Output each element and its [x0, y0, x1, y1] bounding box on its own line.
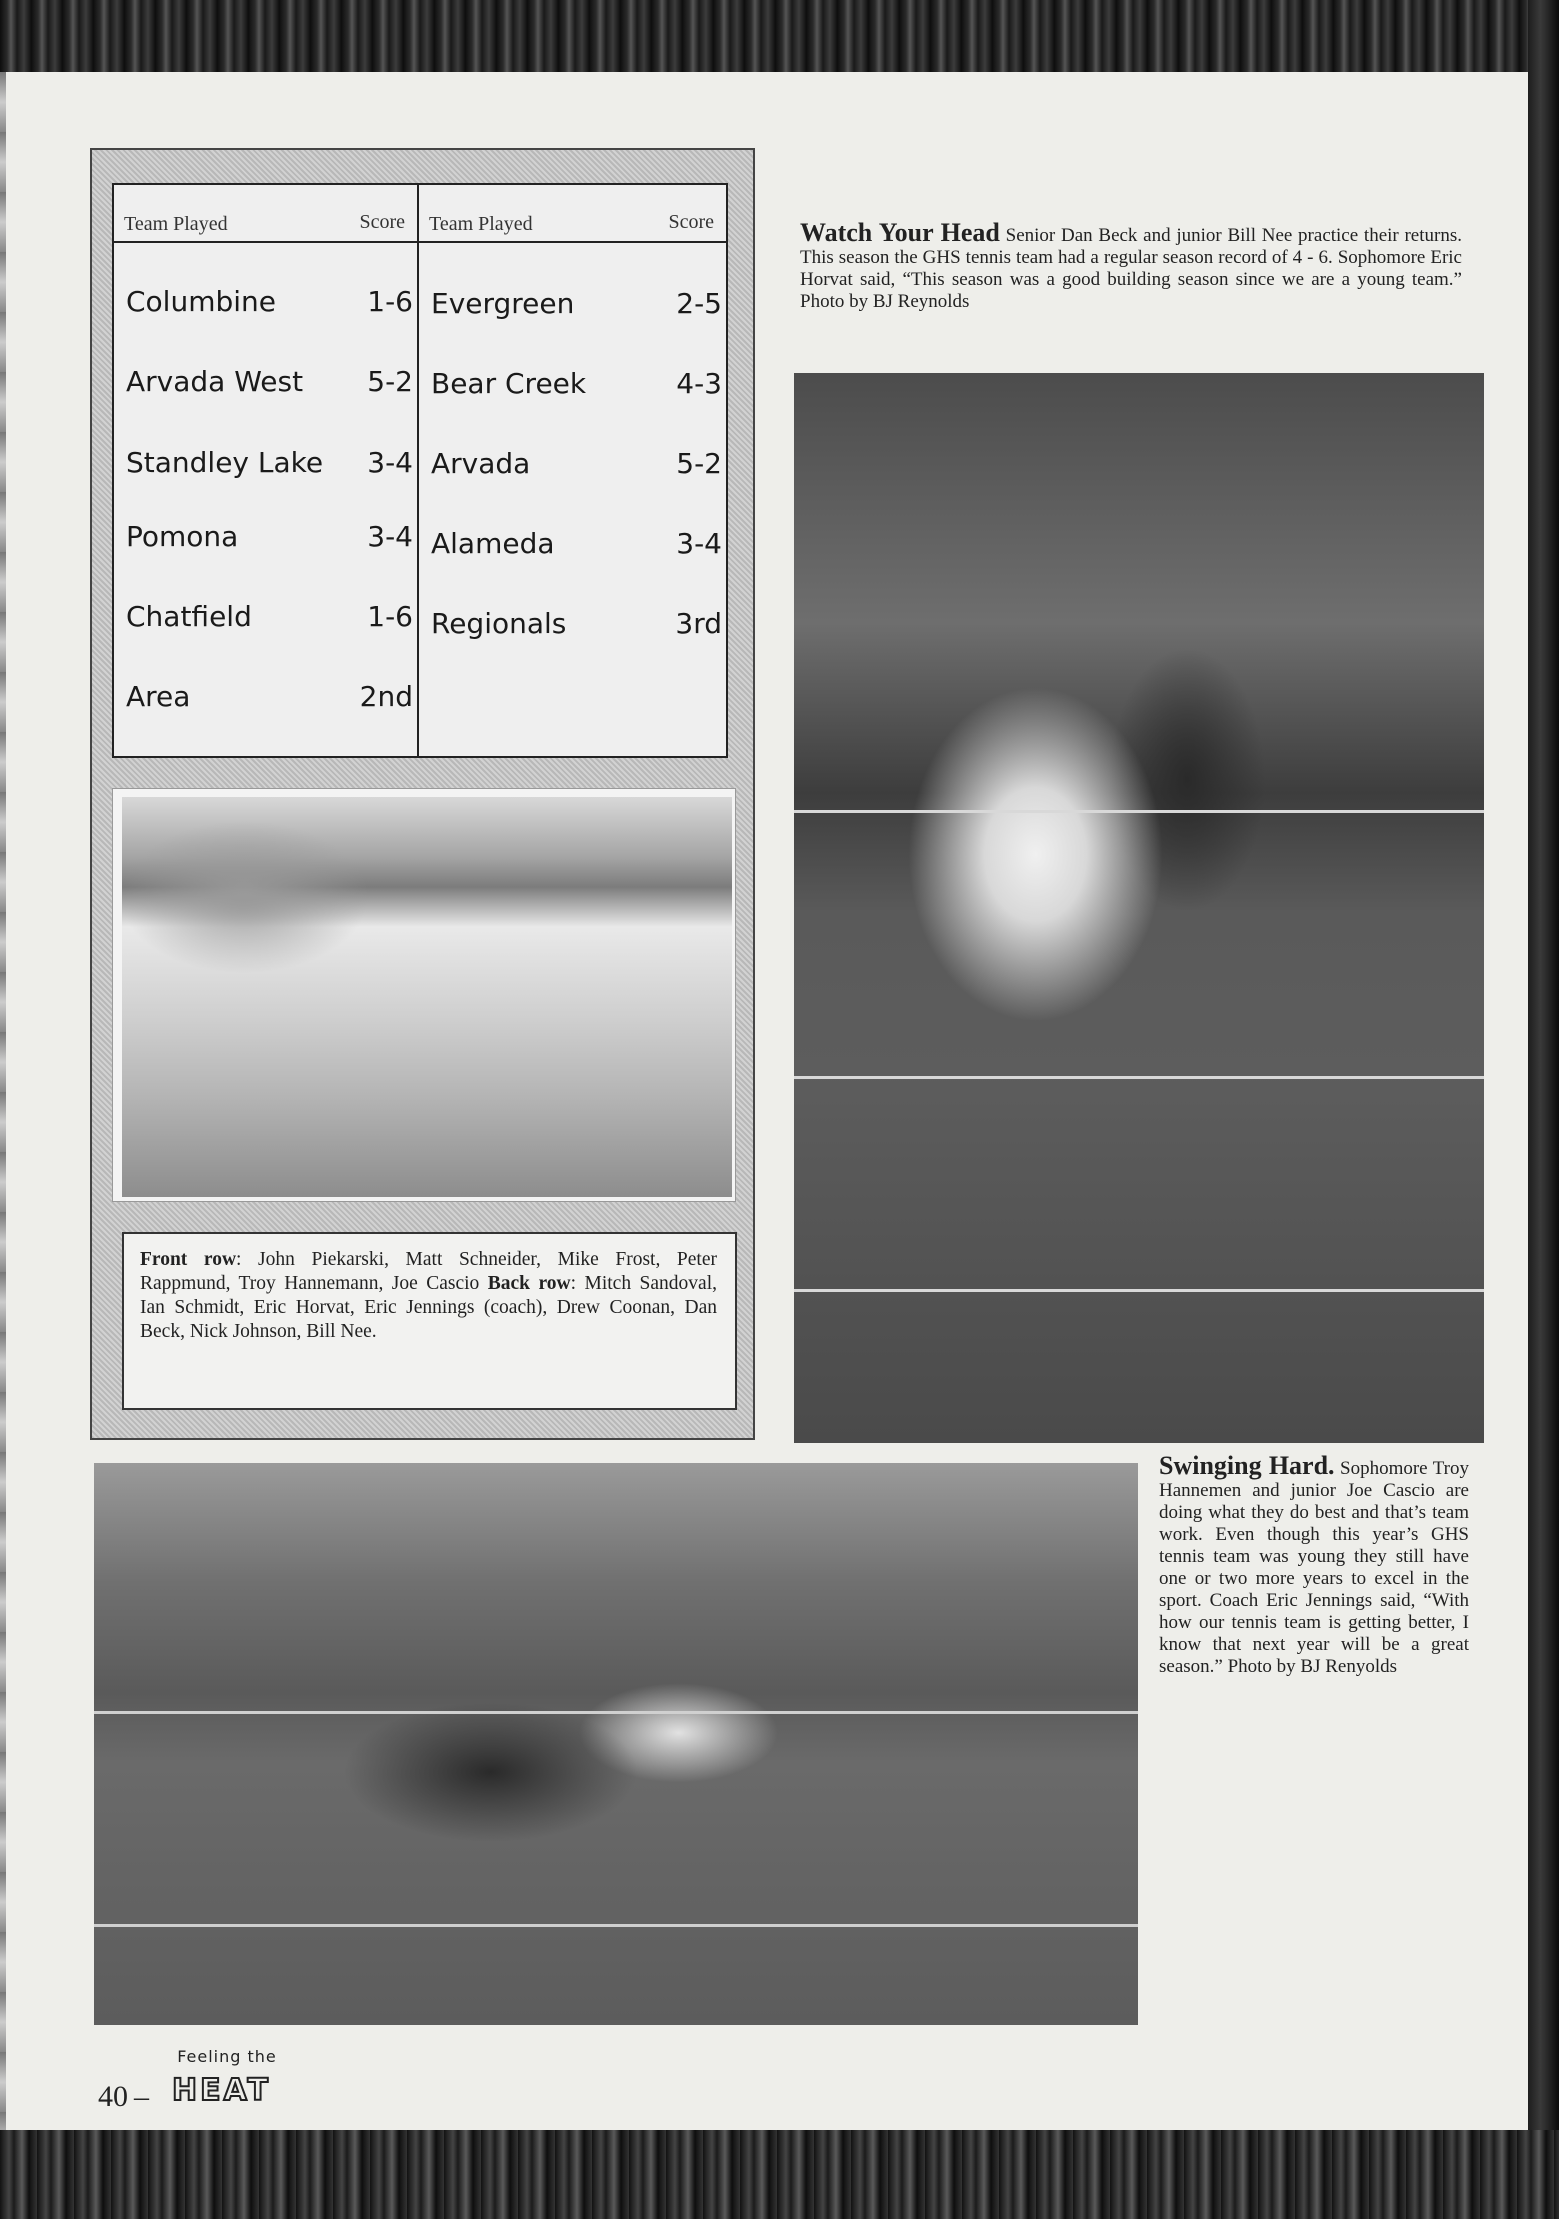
schedule-column-right [419, 185, 726, 756]
right-border [1528, 0, 1559, 2219]
team-score: 2nd [359, 680, 413, 713]
schedule-row [419, 607, 726, 647]
team-name: Chatfield [126, 600, 252, 633]
heat-logo [168, 2068, 280, 2108]
front-row-label: Front row [140, 1249, 237, 1270]
front-row-names: : John Piekarski, Matt Schneider, Mike Frost, Peter Rappmund, Troy Hannemann, Joe Cascio [140, 1249, 717, 1294]
team-score: 1-6 [367, 600, 413, 633]
schedule-row [419, 367, 726, 407]
team-name: Area [126, 680, 191, 713]
header-score: Score [668, 211, 714, 233]
caption-watch-your-head [800, 218, 1462, 313]
team-score: 4-3 [676, 367, 722, 400]
schedule-row [114, 446, 417, 486]
page-number [98, 2080, 149, 2114]
back-row-names: : Mitch Sandoval, Ian Schmidt, Eric Horvat, Eric Jennings (coach), Drew Coonan, Dan Beck, Nick Johnson, Bill Nee. [140, 1273, 717, 1342]
team-name: Arvada West [126, 365, 304, 398]
schedule-row [419, 287, 726, 327]
schedule-row [114, 600, 417, 640]
back-row-label: Back row [487, 1273, 571, 1294]
team-score: 3-4 [367, 520, 413, 553]
caption-title: Swinging Hard. [1159, 1451, 1335, 1480]
court-line [94, 1711, 1138, 1714]
court-line [794, 1076, 1484, 1079]
header-score: Score [359, 211, 405, 233]
team-name: Arvada [431, 447, 531, 480]
schedule-row [114, 520, 417, 560]
column-header [114, 185, 417, 243]
page-number-dash: – [134, 2080, 149, 2113]
team-name: Alameda [431, 527, 555, 560]
schedule-row [114, 365, 417, 405]
header-team-played: Team Played [429, 213, 533, 235]
team-score: 2-5 [676, 287, 722, 320]
team-group-photo [122, 797, 732, 1197]
team-name: Bear Creek [431, 367, 587, 400]
court-line [794, 810, 1484, 813]
team-name: Evergreen [431, 287, 575, 320]
schedule-row [419, 447, 726, 487]
team-name: Regionals [431, 607, 567, 640]
doubles-photo [94, 1463, 1138, 2025]
team-photo-caption [122, 1232, 737, 1410]
header-team-played: Team Played [124, 213, 228, 235]
practice-photo [794, 373, 1484, 1443]
team-score: 1-6 [367, 285, 413, 318]
court-line [94, 1924, 1138, 1927]
court-line [794, 1289, 1484, 1292]
top-border [0, 0, 1559, 72]
team-score: 5-2 [367, 365, 413, 398]
caption-body: Senior Dan Beck and junior Bill Nee practice their returns. This season the GHS tennis team had a regular season record of 4 - 6. Sophomore Eric Horvat said, “This season was a good building season since we are a young team.” Photo by BJ Reynolds [800, 225, 1462, 312]
team-name: Columbine [126, 285, 277, 318]
caption-body: Sophomore Troy Hannemen and junior Joe Cascio are doing what they do best and that’s team work. Even though this year’s GHS tennis team was young they still have one or two more years to excel in the sport. Coach Eric Jennings said, “With how our tennis team is getting better, I know that next year will be a great season.” Photo by BJ Renyolds [1159, 1458, 1470, 1677]
team-score: 5-2 [676, 447, 722, 480]
team-name: Pomona [126, 520, 239, 553]
heat-logo-text: HEAT [172, 2073, 271, 2108]
schedule-column-left [114, 185, 419, 756]
schedule-table [112, 183, 728, 758]
column-header [419, 185, 726, 243]
page-number-value: 40 [98, 2080, 128, 2113]
schedule-row [114, 680, 417, 720]
caption-title: Watch Your Head [800, 218, 1000, 247]
schedule-row [419, 527, 726, 567]
team-score: 3-4 [367, 446, 413, 479]
feeling-the-slug: Feeling the [177, 2047, 277, 2066]
caption-swinging-hard [1159, 1451, 1470, 1678]
team-name: Standley Lake [126, 446, 324, 479]
bottom-border [0, 2130, 1559, 2219]
team-score: 3rd [675, 607, 722, 640]
schedule-row [114, 285, 417, 325]
team-score: 3-4 [676, 527, 722, 560]
